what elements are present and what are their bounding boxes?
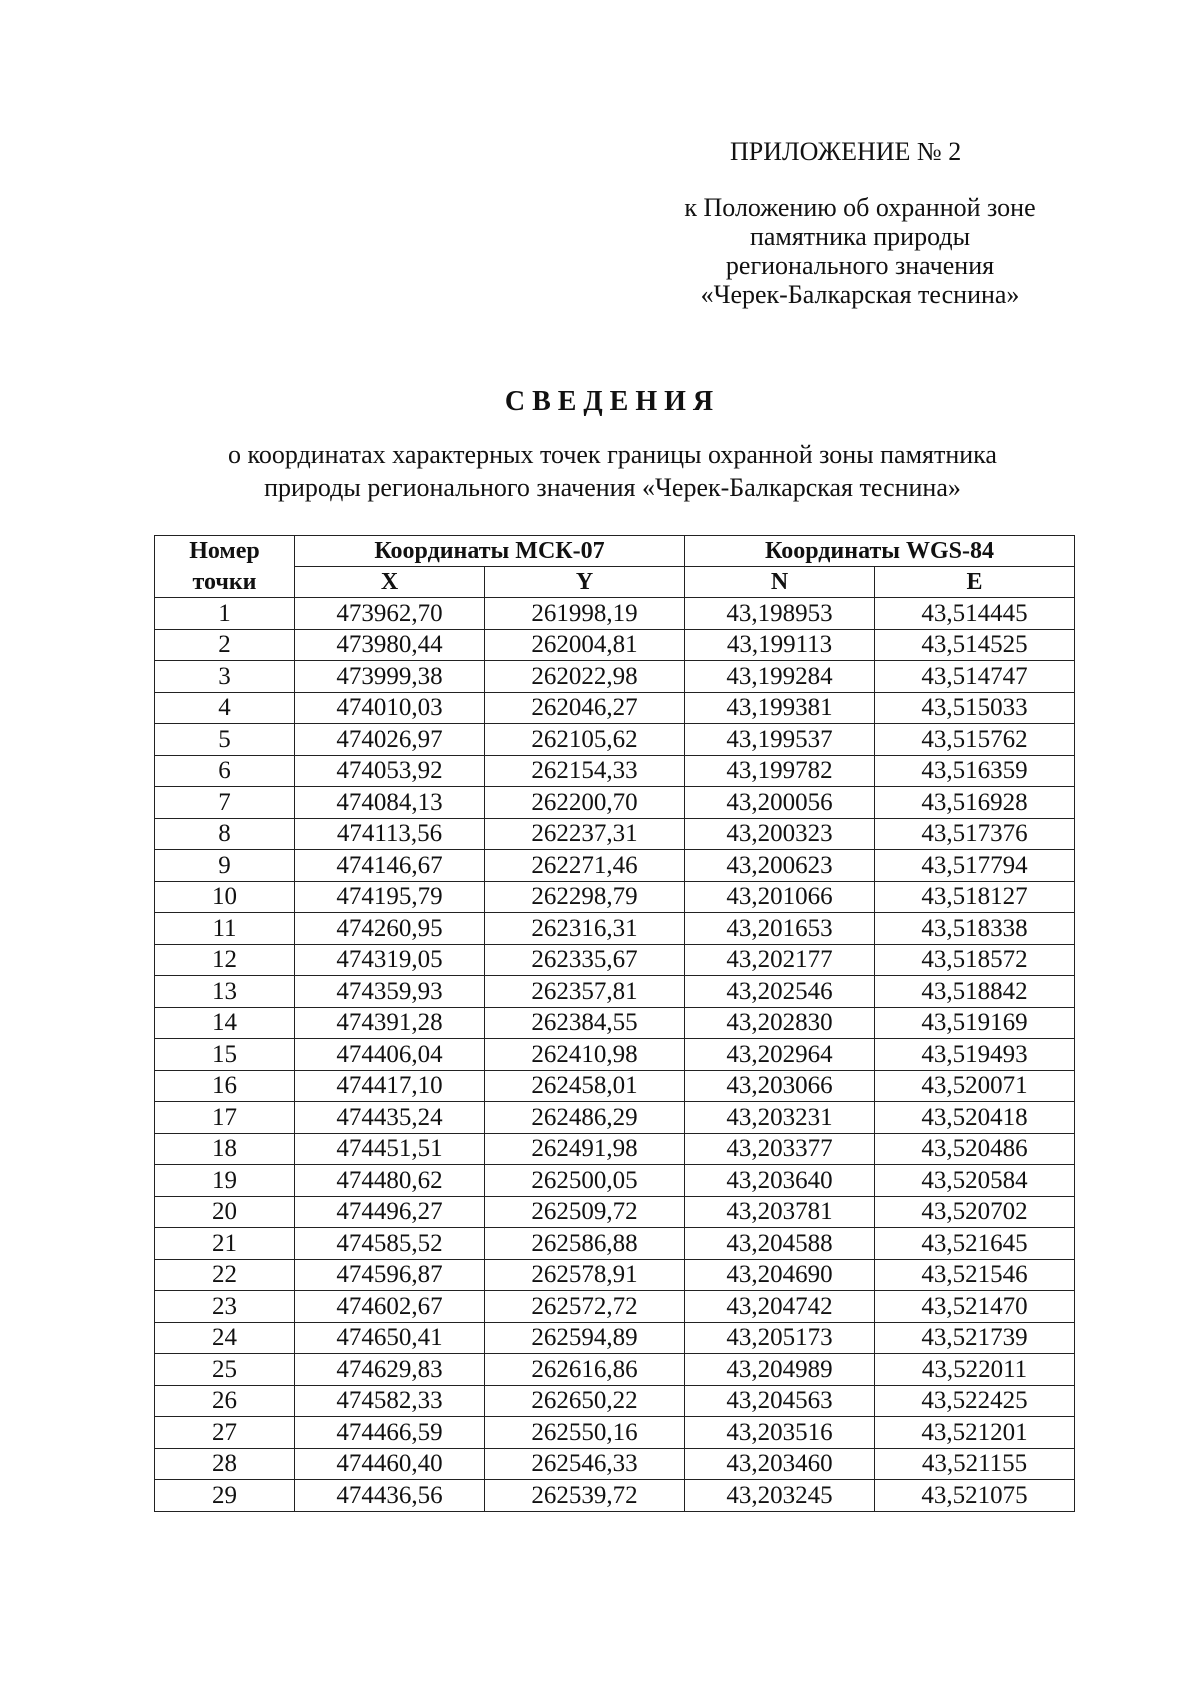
document-title: СВЕДЕНИЯ — [504, 386, 721, 417]
point-number-cell: 1 — [155, 598, 295, 630]
y-coordinate-cell: 262486,29 — [485, 1102, 685, 1134]
appendix-line: «Черек-Балкарская теснина» — [700, 280, 1020, 309]
table-body — [155, 598, 1075, 1512]
point-number-cell: 23 — [155, 1291, 295, 1323]
point-number-cell: 9 — [155, 850, 295, 882]
point-number-cell: 12 — [155, 944, 295, 976]
y-coordinate-cell: 262550,16 — [485, 1417, 685, 1449]
e-coordinate-cell: 43,521645 — [875, 1228, 1075, 1260]
y-coordinate-cell: 262022,98 — [485, 661, 685, 693]
y-coordinate-cell: 262357,81 — [485, 976, 685, 1008]
e-coordinate-cell: 43,515762 — [875, 724, 1075, 756]
coordinates-table — [154, 535, 1075, 1512]
n-coordinate-cell: 43,201066 — [685, 881, 875, 913]
e-coordinate-cell: 43,522425 — [875, 1385, 1075, 1417]
table-row — [155, 1196, 1075, 1228]
y-coordinate-cell: 262491,98 — [485, 1133, 685, 1165]
column-header-y: Y — [485, 567, 685, 598]
appendix-line: памятника природы — [749, 222, 971, 251]
x-coordinate-cell: 474466,59 — [295, 1417, 485, 1449]
n-coordinate-cell: 43,202830 — [685, 1007, 875, 1039]
e-coordinate-cell: 43,514525 — [875, 629, 1075, 661]
y-coordinate-cell: 262384,55 — [485, 1007, 685, 1039]
table-row — [155, 1354, 1075, 1386]
n-coordinate-cell: 43,199537 — [685, 724, 875, 756]
x-coordinate-cell: 474319,05 — [295, 944, 485, 976]
point-number-cell: 2 — [155, 629, 295, 661]
n-coordinate-cell: 43,200323 — [685, 818, 875, 850]
n-coordinate-cell: 43,199782 — [685, 755, 875, 787]
n-coordinate-cell: 43,203640 — [685, 1165, 875, 1197]
y-coordinate-cell: 262154,33 — [485, 755, 685, 787]
table-row — [155, 1259, 1075, 1291]
y-coordinate-cell: 262578,91 — [485, 1259, 685, 1291]
x-coordinate-cell: 474480,62 — [295, 1165, 485, 1197]
e-coordinate-cell: 43,520418 — [875, 1102, 1075, 1134]
table-row — [155, 755, 1075, 787]
e-coordinate-cell: 43,519169 — [875, 1007, 1075, 1039]
table-row — [155, 1322, 1075, 1354]
y-coordinate-cell: 262500,05 — [485, 1165, 685, 1197]
document-subtitle — [0, 438, 1200, 504]
x-coordinate-cell: 474460,40 — [295, 1448, 485, 1480]
table-row — [155, 1165, 1075, 1197]
table-row — [155, 913, 1075, 945]
point-number-cell: 25 — [155, 1354, 295, 1386]
appendix-line: к Положению об охранной зоне — [684, 193, 1036, 222]
y-coordinate-cell: 262004,81 — [485, 629, 685, 661]
table-row — [155, 1070, 1075, 1102]
point-number-cell: 17 — [155, 1102, 295, 1134]
e-coordinate-cell: 43,521201 — [875, 1417, 1075, 1449]
n-coordinate-cell: 43,203231 — [685, 1102, 875, 1134]
msk-coordinates-header: Координаты МСК-07 — [295, 536, 685, 567]
y-coordinate-cell: 262046,27 — [485, 692, 685, 724]
point-number-cell: 21 — [155, 1228, 295, 1260]
y-coordinate-cell: 262237,31 — [485, 818, 685, 850]
point-number-header: Номер — [155, 536, 295, 567]
n-coordinate-cell: 43,203516 — [685, 1417, 875, 1449]
n-coordinate-cell: 43,204742 — [685, 1291, 875, 1323]
table-row — [155, 1133, 1075, 1165]
e-coordinate-cell: 43,521739 — [875, 1322, 1075, 1354]
e-coordinate-cell: 43,519493 — [875, 1039, 1075, 1071]
e-coordinate-cell: 43,514445 — [875, 598, 1075, 630]
y-coordinate-cell: 262335,67 — [485, 944, 685, 976]
y-coordinate-cell: 262271,46 — [485, 850, 685, 882]
e-coordinate-cell: 43,514747 — [875, 661, 1075, 693]
n-coordinate-cell: 43,203377 — [685, 1133, 875, 1165]
table-row — [155, 881, 1075, 913]
point-number-cell: 11 — [155, 913, 295, 945]
table-row — [155, 1385, 1075, 1417]
table-row — [155, 1007, 1075, 1039]
x-coordinate-cell: 474582,33 — [295, 1385, 485, 1417]
n-coordinate-cell: 43,199381 — [685, 692, 875, 724]
point-number-cell: 18 — [155, 1133, 295, 1165]
n-coordinate-cell: 43,204563 — [685, 1385, 875, 1417]
x-coordinate-cell: 474596,87 — [295, 1259, 485, 1291]
wgs-coordinates-header: Координаты WGS-84 — [685, 536, 1075, 567]
point-number-cell: 20 — [155, 1196, 295, 1228]
x-coordinate-cell: 474417,10 — [295, 1070, 485, 1102]
table-row — [155, 1448, 1075, 1480]
table-row — [155, 1417, 1075, 1449]
y-coordinate-cell: 262316,31 — [485, 913, 685, 945]
x-coordinate-cell: 474260,95 — [295, 913, 485, 945]
n-coordinate-cell: 43,202177 — [685, 944, 875, 976]
e-coordinate-cell: 43,517376 — [875, 818, 1075, 850]
x-coordinate-cell: 473980,44 — [295, 629, 485, 661]
e-coordinate-cell: 43,520702 — [875, 1196, 1075, 1228]
n-coordinate-cell: 43,198953 — [685, 598, 875, 630]
y-coordinate-cell: 262594,89 — [485, 1322, 685, 1354]
point-number-cell: 24 — [155, 1322, 295, 1354]
n-coordinate-cell: 43,205173 — [685, 1322, 875, 1354]
e-coordinate-cell: 43,518338 — [875, 913, 1075, 945]
point-number-cell: 22 — [155, 1259, 295, 1291]
x-coordinate-cell: 473962,70 — [295, 598, 485, 630]
n-coordinate-cell: 43,204690 — [685, 1259, 875, 1291]
table-row — [155, 1228, 1075, 1260]
table-row — [155, 1039, 1075, 1071]
column-header-e: E — [875, 567, 1075, 598]
point-number-cell: 15 — [155, 1039, 295, 1071]
subtitle-line: о координатах характерных точек границы охранной зоны памятника — [228, 440, 997, 469]
table-row — [155, 661, 1075, 693]
e-coordinate-cell: 43,515033 — [875, 692, 1075, 724]
x-coordinate-cell: 474496,27 — [295, 1196, 485, 1228]
x-coordinate-cell: 474053,92 — [295, 755, 485, 787]
e-coordinate-cell: 43,516928 — [875, 787, 1075, 819]
e-coordinate-cell: 43,521155 — [875, 1448, 1075, 1480]
point-number-cell: 8 — [155, 818, 295, 850]
subtitle-line: природы регионального значения «Черек-Балкарская теснина» — [264, 473, 961, 502]
e-coordinate-cell: 43,521075 — [875, 1480, 1075, 1512]
n-coordinate-cell: 43,203781 — [685, 1196, 875, 1228]
column-header-n: N — [685, 567, 875, 598]
table-row — [155, 787, 1075, 819]
n-coordinate-cell: 43,204588 — [685, 1228, 875, 1260]
x-coordinate-cell: 474435,24 — [295, 1102, 485, 1134]
e-coordinate-cell: 43,520071 — [875, 1070, 1075, 1102]
point-number-cell: 26 — [155, 1385, 295, 1417]
table-row — [155, 1291, 1075, 1323]
x-coordinate-cell: 474650,41 — [295, 1322, 485, 1354]
x-coordinate-cell: 474602,67 — [295, 1291, 485, 1323]
x-coordinate-cell: 474146,67 — [295, 850, 485, 882]
point-number-header-line2: точки — [155, 567, 295, 598]
point-number-cell: 5 — [155, 724, 295, 756]
y-coordinate-cell: 262458,01 — [485, 1070, 685, 1102]
e-coordinate-cell: 43,522011 — [875, 1354, 1075, 1386]
y-coordinate-cell: 262650,22 — [485, 1385, 685, 1417]
x-coordinate-cell: 474195,79 — [295, 881, 485, 913]
x-coordinate-cell: 474026,97 — [295, 724, 485, 756]
y-coordinate-cell: 262509,72 — [485, 1196, 685, 1228]
point-number-cell: 27 — [155, 1417, 295, 1449]
table-row — [155, 818, 1075, 850]
appendix-title: ПРИЛОЖЕНИЕ № 2 — [730, 137, 962, 166]
x-coordinate-cell: 474629,83 — [295, 1354, 485, 1386]
appendix-line: регионального значения — [725, 251, 995, 280]
x-coordinate-cell: 474436,56 — [295, 1480, 485, 1512]
appendix-block — [660, 135, 1060, 309]
table-row — [155, 724, 1075, 756]
table-row — [155, 692, 1075, 724]
y-coordinate-cell: 262539,72 — [485, 1480, 685, 1512]
y-coordinate-cell: 262298,79 — [485, 881, 685, 913]
x-coordinate-cell: 474010,03 — [295, 692, 485, 724]
point-number-cell: 10 — [155, 881, 295, 913]
x-coordinate-cell: 473999,38 — [295, 661, 485, 693]
e-coordinate-cell: 43,518127 — [875, 881, 1075, 913]
e-coordinate-cell: 43,521470 — [875, 1291, 1075, 1323]
table-row — [155, 976, 1075, 1008]
x-coordinate-cell: 474084,13 — [295, 787, 485, 819]
y-coordinate-cell: 261998,19 — [485, 598, 685, 630]
x-coordinate-cell: 474406,04 — [295, 1039, 485, 1071]
e-coordinate-cell: 43,521546 — [875, 1259, 1075, 1291]
y-coordinate-cell: 262105,62 — [485, 724, 685, 756]
n-coordinate-cell: 43,203066 — [685, 1070, 875, 1102]
point-number-cell: 7 — [155, 787, 295, 819]
point-number-cell: 14 — [155, 1007, 295, 1039]
point-number-cell: 16 — [155, 1070, 295, 1102]
n-coordinate-cell: 43,200623 — [685, 850, 875, 882]
n-coordinate-cell: 43,203245 — [685, 1480, 875, 1512]
point-number-cell: 3 — [155, 661, 295, 693]
x-coordinate-cell: 474113,56 — [295, 818, 485, 850]
point-number-cell: 13 — [155, 976, 295, 1008]
x-coordinate-cell: 474451,51 — [295, 1133, 485, 1165]
n-coordinate-cell: 43,204989 — [685, 1354, 875, 1386]
table-row — [155, 629, 1075, 661]
n-coordinate-cell: 43,199113 — [685, 629, 875, 661]
table-row — [155, 944, 1075, 976]
n-coordinate-cell: 43,203460 — [685, 1448, 875, 1480]
n-coordinate-cell: 43,199284 — [685, 661, 875, 693]
point-number-cell: 4 — [155, 692, 295, 724]
y-coordinate-cell: 262200,70 — [485, 787, 685, 819]
column-header-x: X — [295, 567, 485, 598]
n-coordinate-cell: 43,202546 — [685, 976, 875, 1008]
e-coordinate-cell: 43,520584 — [875, 1165, 1075, 1197]
point-number-cell: 6 — [155, 755, 295, 787]
point-number-cell: 19 — [155, 1165, 295, 1197]
y-coordinate-cell: 262586,88 — [485, 1228, 685, 1260]
table-row — [155, 850, 1075, 882]
point-number-cell: 29 — [155, 1480, 295, 1512]
point-number-cell: 28 — [155, 1448, 295, 1480]
e-coordinate-cell: 43,518572 — [875, 944, 1075, 976]
x-coordinate-cell: 474585,52 — [295, 1228, 485, 1260]
y-coordinate-cell: 262616,86 — [485, 1354, 685, 1386]
table-row — [155, 1480, 1075, 1512]
e-coordinate-cell: 43,516359 — [875, 755, 1075, 787]
n-coordinate-cell: 43,202964 — [685, 1039, 875, 1071]
table-row — [155, 1102, 1075, 1134]
x-coordinate-cell: 474391,28 — [295, 1007, 485, 1039]
y-coordinate-cell: 262572,72 — [485, 1291, 685, 1323]
x-coordinate-cell: 474359,93 — [295, 976, 485, 1008]
y-coordinate-cell: 262546,33 — [485, 1448, 685, 1480]
y-coordinate-cell: 262410,98 — [485, 1039, 685, 1071]
table-row — [155, 598, 1075, 630]
n-coordinate-cell: 43,201653 — [685, 913, 875, 945]
e-coordinate-cell: 43,520486 — [875, 1133, 1075, 1165]
e-coordinate-cell: 43,518842 — [875, 976, 1075, 1008]
n-coordinate-cell: 43,200056 — [685, 787, 875, 819]
table-header — [155, 536, 1075, 598]
e-coordinate-cell: 43,517794 — [875, 850, 1075, 882]
